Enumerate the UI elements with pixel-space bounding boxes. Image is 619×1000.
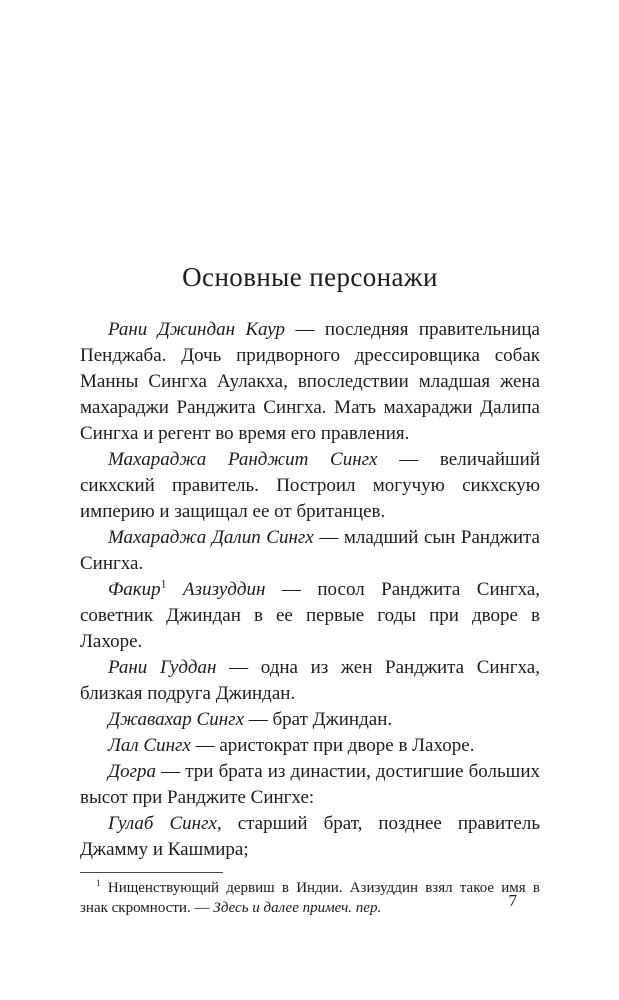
- paragraph-dogra: [80, 759, 540, 811]
- character-description: — одна из жен Ранджита Сингха, близкая подруга Джиндан.: [80, 657, 540, 704]
- footnote-translator-note: Здесь и далее примеч. пер.: [213, 900, 382, 916]
- footnote-marker: 1: [160, 577, 167, 591]
- page-title: Основные персонажи: [182, 262, 438, 292]
- character-description: — брат Джиндан.: [244, 709, 393, 730]
- character-description: — последняя правительница Пенджаба. Дочь придворного дрессировщика собак Манны Сингха Аулакха, впоследствии младшая жена махараджи Ранджита Сингха. Мать махараджи Далипа Сингха и регент во время его правления.: [80, 319, 540, 444]
- character-name: Махараджа Далип Сингх: [108, 527, 314, 548]
- character-name: Рани Гуддан: [108, 657, 217, 678]
- footnote-separator: [80, 872, 223, 873]
- character-description: — величайший сикхский правитель. Построил могучую сикхскую империю и защищал ее от британцев.: [80, 449, 540, 522]
- paragraph-gulab-singh: [80, 811, 540, 863]
- character-name: Гулаб Сингх: [108, 813, 217, 834]
- paragraph-ranjit-singh: [80, 447, 540, 525]
- character-name: Догра: [108, 761, 157, 782]
- character-name: Джавахар Сингх: [108, 709, 245, 730]
- page-number: 7: [508, 891, 517, 910]
- paragraph-lal-singh: [80, 733, 540, 759]
- character-name: Махараджа Ранджит Сингх: [108, 449, 378, 470]
- footnote-marker: 1: [96, 879, 101, 889]
- character-description: — три брата из династии, достигшие больших высот при Ранджите Сингхе:: [80, 761, 540, 808]
- character-description: — младший сын Ранджита Сингха.: [80, 527, 540, 574]
- paragraph-dalip-singh: [80, 525, 540, 577]
- footnote-text: Нищенствующий дервиш в Индии. Азизуддин взял такое имя в знак скромности. —: [80, 880, 540, 916]
- character-description: — посол Ранджита Сингха, советник Джиндан в ее первые годы при дворе в Лахоре.: [80, 579, 541, 652]
- paragraph-rani-jindan: [80, 317, 540, 447]
- paragraph-jawahar-singh: [80, 707, 540, 733]
- paragraph-rani-guddan: [80, 655, 540, 707]
- footnote: [80, 878, 540, 918]
- character-name: Факир: [108, 579, 161, 600]
- character-description: , старший брат, позднее правитель Джамму и Кашмира;: [80, 813, 540, 860]
- character-list: [80, 317, 540, 863]
- paragraph-fakir-azizuddin: [80, 577, 540, 655]
- character-name: Лал Сингх: [108, 735, 191, 756]
- character-description: — аристократ при дворе в Лахоре.: [190, 735, 475, 756]
- character-name-continued: Азизуддин: [166, 579, 266, 600]
- character-name: Рани Джиндан Каур: [108, 319, 285, 340]
